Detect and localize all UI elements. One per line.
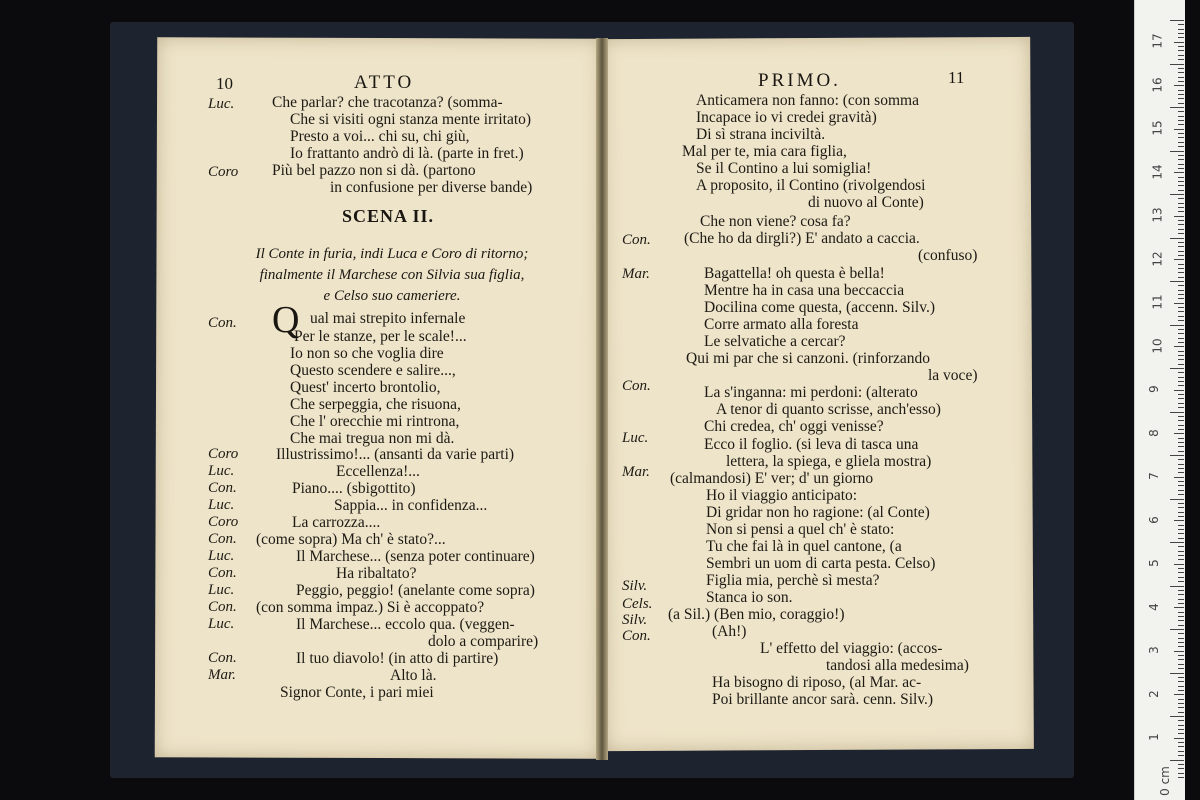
speaker-label: Silv. <box>622 612 648 628</box>
ruler-tick <box>1174 607 1184 608</box>
ruler-tick <box>1178 668 1184 669</box>
ruler-tick <box>1178 311 1184 312</box>
text-line: Bagattella! oh questa è bella! <box>704 265 885 282</box>
ruler-tick <box>1178 768 1184 769</box>
ruler-tick <box>1178 516 1184 517</box>
ruler-tick <box>1178 686 1184 687</box>
ruler-tick <box>1170 194 1184 195</box>
drop-cap-q: Q <box>272 299 300 341</box>
ruler-tick <box>1178 559 1184 560</box>
ruler-tick <box>1178 142 1184 143</box>
ruler-tick <box>1178 429 1184 430</box>
ruler-tick <box>1178 264 1184 265</box>
text-line: Più bel pazzo non si dà. (partono <box>272 162 476 179</box>
scene-description-line: e Celso suo cameriere. <box>323 288 461 304</box>
ruler-tick <box>1178 198 1184 199</box>
ruler-tick <box>1178 46 1184 47</box>
ruler-tick <box>1178 229 1184 230</box>
ruler-tick <box>1170 281 1184 282</box>
ruler-tick <box>1178 155 1184 156</box>
ruler-tick <box>1174 477 1184 478</box>
ruler-tick <box>1178 555 1184 556</box>
text-line: Ha bisogno di riposo, (al Mar. ac- <box>712 674 922 691</box>
ruler-tick <box>1178 333 1184 334</box>
text-line: la voce) <box>928 367 978 384</box>
ruler-tick <box>1178 603 1184 604</box>
ruler-tick <box>1170 20 1184 21</box>
speaker-label: Con. <box>208 315 237 331</box>
ruler-tick <box>1178 377 1184 378</box>
book-gutter <box>596 38 608 760</box>
ruler-tick <box>1178 81 1184 82</box>
text-line: Ecco il foglio. (si leva di tasca una <box>704 436 919 453</box>
ruler-tick <box>1178 659 1184 660</box>
text-line: Il tuo diavolo! (in atto di partire) <box>296 650 499 667</box>
ruler-tick <box>1178 272 1184 273</box>
ruler-tick <box>1170 586 1184 587</box>
text-line: (calmandosi) E' ver; d' un giorno <box>670 470 874 487</box>
ruler-tick <box>1174 390 1184 391</box>
ruler-tick <box>1178 533 1184 534</box>
ruler-tick <box>1178 159 1184 160</box>
speaker-label: Cels. <box>622 596 653 612</box>
text-line: Qui mi par che si canzoni. (rinforzando <box>686 350 931 367</box>
ruler-label: 5 <box>1146 559 1161 567</box>
text-line: Questo scendere e salire..., <box>290 362 456 379</box>
speaker-label: Luc. <box>208 497 235 513</box>
text-line: in confusione per diverse bande) <box>330 179 533 196</box>
speaker-label: Con. <box>208 480 237 496</box>
ruler-tick <box>1170 629 1184 630</box>
ruler-tick <box>1178 472 1184 473</box>
left-page-number: 10 <box>216 74 233 93</box>
text-line: (come sopra) Ma ch' è stato?... <box>256 531 446 548</box>
ruler-tick <box>1170 412 1184 413</box>
ruler-tick <box>1174 694 1184 695</box>
text-line: Che non viene? cosa fa? <box>700 213 851 230</box>
ruler-tick <box>1178 546 1184 547</box>
ruler-tick <box>1178 633 1184 634</box>
ruler-label: 4 <box>1146 602 1161 611</box>
ruler-tick <box>1170 64 1184 65</box>
ruler-tick <box>1178 307 1184 308</box>
ruler-tick <box>1178 407 1184 408</box>
ruler-tick <box>1178 364 1184 365</box>
ruler-tick <box>1178 381 1184 382</box>
ruler-tick <box>1178 120 1184 121</box>
ruler-label: 1 <box>1146 733 1161 741</box>
ruler-tick <box>1174 85 1184 86</box>
ruler-tick <box>1178 590 1184 591</box>
ruler-tick <box>1178 133 1184 134</box>
ruler-tick <box>1178 690 1184 691</box>
ruler-tick <box>1178 725 1184 726</box>
speaker-label: Coro <box>208 514 239 530</box>
ruler-tick <box>1178 94 1184 95</box>
speaker-label: Luc. <box>622 430 649 446</box>
speaker-label: Con. <box>208 599 237 615</box>
ruler-tick <box>1178 277 1184 278</box>
ruler-tick <box>1174 172 1184 173</box>
ruler-tick <box>1178 77 1184 78</box>
ruler-tick <box>1170 542 1184 543</box>
text-line: Sappia... in confidenza... <box>334 497 488 514</box>
text-line: Se il Contino a lui somiglia! <box>696 160 872 177</box>
text-line: A proposito, il Contino (rivolgendosi <box>696 177 926 194</box>
text-line: ual mai strepito infernale <box>310 310 466 327</box>
ruler-tick <box>1178 398 1184 399</box>
text-line: Eccellenza!... <box>336 463 420 480</box>
ruler-tick <box>1178 773 1184 774</box>
text-line: Piano.... (sbigottito) <box>292 480 416 497</box>
ruler-tick <box>1178 351 1184 352</box>
ruler-label: 0 cm <box>1157 765 1172 796</box>
ruler-tick <box>1174 216 1184 217</box>
text-line: La carrozza.... <box>292 514 381 531</box>
speaker-label: Mar. <box>208 667 236 683</box>
text-line: Ho il viaggio anticipato: <box>706 487 858 504</box>
ruler-tick <box>1178 90 1184 91</box>
speaker-label: Luc. <box>208 96 235 112</box>
ruler-label: 10 <box>1150 337 1165 354</box>
ruler-tick <box>1178 59 1184 60</box>
ruler-tick <box>1178 464 1184 465</box>
ruler-tick <box>1178 720 1184 721</box>
text-line: Ha ribaltato? <box>336 565 417 582</box>
ruler-tick <box>1170 368 1184 369</box>
speaker-label: Con. <box>622 232 651 248</box>
ruler-tick <box>1170 673 1184 674</box>
ruler-tick <box>1178 481 1184 482</box>
text-line: A tenor di quanto scrisse, anch'esso) <box>716 401 941 418</box>
text-line: Che si visiti ogni stanza mente irritato) <box>290 111 532 128</box>
speaker-label: Luc. <box>208 616 235 632</box>
text-line: Non si pensi a quel ch' è stato: <box>706 521 895 538</box>
ruler-tick <box>1178 190 1184 191</box>
ruler-label: 12 <box>1150 250 1165 267</box>
text-line: Io non so che voglia dire <box>290 345 444 362</box>
ruler-tick <box>1170 760 1184 761</box>
ruler-tick <box>1178 442 1184 443</box>
ruler-tick <box>1178 50 1184 51</box>
ruler-tick <box>1178 338 1184 339</box>
ruler-tick <box>1178 68 1184 69</box>
ruler-tick <box>1178 438 1184 439</box>
ruler-tick <box>1178 485 1184 486</box>
ruler-label: 3 <box>1146 646 1161 654</box>
text-line: Signor Conte, i pari miei <box>280 684 434 701</box>
ruler-tick <box>1178 425 1184 426</box>
ruler-tick <box>1170 107 1184 108</box>
ruler-tick <box>1178 712 1184 713</box>
ruler-tick <box>1174 433 1184 434</box>
speaker-label: Con. <box>208 531 237 547</box>
ruler-tick <box>1178 29 1184 30</box>
text-line: Di gridar non ho ragione: (al Conte) <box>706 504 930 521</box>
ruler-tick <box>1174 129 1184 130</box>
text-line: Peggio, peggio! (anelante come sopra) <box>296 582 535 599</box>
text-line: Tu che fai là in quel cantone, (a <box>706 538 902 555</box>
ruler-tick <box>1178 733 1184 734</box>
ruler-tick <box>1178 33 1184 34</box>
ruler-tick <box>1178 359 1184 360</box>
ruler-tick <box>1178 146 1184 147</box>
ruler-tick <box>1178 746 1184 747</box>
text-line: lettera, la spiega, e gliela mostra) <box>726 453 932 470</box>
text-line: Mal per te, mia cara figlia, <box>682 143 847 160</box>
ruler-tick <box>1178 111 1184 112</box>
ruler-tick <box>1178 529 1184 530</box>
ruler-tick <box>1178 233 1184 234</box>
speaker-label: Silv. <box>622 578 648 594</box>
speaker-label: Con. <box>208 650 237 666</box>
ruler-tick <box>1170 455 1184 456</box>
ruler-tick <box>1178 742 1184 743</box>
ruler-tick <box>1178 503 1184 504</box>
ruler-tick <box>1170 499 1184 500</box>
ruler-tick <box>1170 325 1184 326</box>
ruler-label: 6 <box>1146 515 1161 524</box>
ruler-tick <box>1178 577 1184 578</box>
ruler-tick <box>1178 224 1184 225</box>
ruler-tick <box>1178 620 1184 621</box>
ruler-tick <box>1178 616 1184 617</box>
text-line: Mentre ha in casa una beccaccia <box>704 282 905 299</box>
text-line: Corre armato alla foresta <box>704 316 859 333</box>
text-line: Che mai tregua non mi dà. <box>290 430 455 447</box>
scene-heading: SCENA II. <box>342 206 435 226</box>
ruler-tick <box>1178 538 1184 539</box>
text-line: Le selvatiche a cercar? <box>704 333 846 350</box>
ruler-tick <box>1178 116 1184 117</box>
speaker-label: Con. <box>208 565 237 581</box>
ruler-tick <box>1178 103 1184 104</box>
text-line: (confuso) <box>918 247 978 264</box>
text-line: Incapace io vi credei gravità) <box>696 109 877 126</box>
text-line: Quest' incerto brontolio, <box>290 379 441 396</box>
speaker-label: Coro <box>208 164 239 180</box>
ruler-tick <box>1170 238 1184 239</box>
ruler-tick <box>1174 520 1184 521</box>
text-line: Che l' orecchie mi rintrona, <box>290 413 460 430</box>
ruler-label: 8 <box>1146 428 1161 437</box>
speaker-label: Mar. <box>622 464 650 480</box>
ruler-tick <box>1170 151 1184 152</box>
ruler-tick <box>1178 181 1184 182</box>
ruler-label: 9 <box>1146 385 1161 393</box>
text-line: Presto a voi... chi su, chi giù, <box>290 128 470 145</box>
text-line: Sembri un uom di carta pesta. Celso) <box>706 555 936 572</box>
ruler-tick <box>1178 168 1184 169</box>
ruler-tick <box>1178 420 1184 421</box>
ruler-label: 7 <box>1146 472 1161 480</box>
ruler-tick <box>1174 42 1184 43</box>
ruler-tick <box>1178 242 1184 243</box>
text-line: di nuovo al Conte) <box>808 194 924 211</box>
ruler-tick <box>1178 185 1184 186</box>
ruler-tick <box>1178 290 1184 291</box>
text-line: Chi credea, ch' oggi venisse? <box>704 418 884 435</box>
text-line: (a Sil.) (Ben mio, coraggio!) <box>668 606 845 623</box>
text-line: Io frattanto andrò di là. (parte in fret.) <box>290 145 524 162</box>
ruler-tick <box>1178 394 1184 395</box>
text-line: Per le stanze, per le scale!... <box>294 328 467 345</box>
ruler-tick <box>1178 625 1184 626</box>
ruler-tick <box>1178 507 1184 508</box>
ruler-label: 14 <box>1150 163 1165 180</box>
ruler-tick <box>1174 259 1184 260</box>
ruler-tick <box>1178 55 1184 56</box>
speaker-label: Luc. <box>208 582 235 598</box>
ruler-tick <box>1178 416 1184 417</box>
ruler-tick <box>1178 124 1184 125</box>
ruler-tick <box>1178 468 1184 469</box>
ruler-tick <box>1178 24 1184 25</box>
ruler-tick <box>1178 703 1184 704</box>
ruler-tick <box>1178 664 1184 665</box>
ruler-tick <box>1178 599 1184 600</box>
text-line: Che serpeggia, che risuona, <box>290 396 461 413</box>
text-line: Figlia mia, perchè sì mesta? <box>706 572 880 589</box>
scene-description-line: Il Conte in furia, indi Luca e Coro di ritorno; <box>255 246 529 262</box>
ruler-tick <box>1178 203 1184 204</box>
ruler-tick <box>1178 699 1184 700</box>
ruler-tick <box>1178 707 1184 708</box>
ruler-label: 11 <box>1150 294 1165 310</box>
ruler-label: 16 <box>1150 76 1165 93</box>
ruler-tick <box>1178 329 1184 330</box>
speaker-label: Con. <box>622 378 651 394</box>
ruler-tick <box>1174 738 1184 739</box>
ruler-tick <box>1178 655 1184 656</box>
left-header-title: ATTO <box>354 72 415 93</box>
ruler-tick <box>1178 446 1184 447</box>
ruler-tick <box>1178 98 1184 99</box>
speaker-label: Mar. <box>622 266 650 282</box>
ruler-tick <box>1178 37 1184 38</box>
ruler-tick <box>1178 268 1184 269</box>
ruler-tick <box>1178 294 1184 295</box>
ruler-tick <box>1178 494 1184 495</box>
ruler-tick <box>1178 342 1184 343</box>
text-line: (Che ho da dirgli?) E' andato a caccia. <box>684 230 920 247</box>
text-line: (con somma impaz.) Si è accoppato? <box>256 599 485 616</box>
ruler-tick <box>1178 320 1184 321</box>
ruler-tick <box>1178 164 1184 165</box>
text-line: Di sì strana inciviltà. <box>696 126 826 143</box>
text-line: Anticamera non fanno: (con somma <box>696 92 919 109</box>
ruler-tick <box>1178 211 1184 212</box>
ruler-tick <box>1178 525 1184 526</box>
ruler-tick <box>1178 403 1184 404</box>
ruler-tick <box>1178 451 1184 452</box>
scene-description-line: finalmente il Marchese con Silvia sua figlia, <box>259 267 525 283</box>
ruler-tick <box>1174 303 1184 304</box>
text-line: dolo a comparire) <box>428 633 539 650</box>
ruler-tick <box>1178 72 1184 73</box>
text-line: Il Marchese... eccolo qua. (veggen- <box>296 616 515 633</box>
ruler-tick <box>1178 677 1184 678</box>
ruler-tick <box>1178 137 1184 138</box>
text-line: (Ah!) <box>712 623 747 640</box>
text-line: Illustrissimo!... (ansanti da varie parti) <box>276 446 515 463</box>
text-line: Il Marchese... (senza poter continuare) <box>296 548 535 565</box>
ruler-tick <box>1178 681 1184 682</box>
ruler-tick <box>1178 729 1184 730</box>
ruler-tick <box>1178 777 1184 778</box>
ruler-tick <box>1178 251 1184 252</box>
speaker-label: Luc. <box>208 463 235 479</box>
ruler-tick <box>1178 512 1184 513</box>
ruler-tick <box>1178 638 1184 639</box>
ruler-tick <box>1178 755 1184 756</box>
text-line: L' effetto del viaggio: (accos- <box>760 640 943 657</box>
text-line: Alto là. <box>390 667 437 684</box>
ruler-tick <box>1178 385 1184 386</box>
text-line: tandosi alla medesima) <box>826 657 969 674</box>
ruler-tick <box>1178 316 1184 317</box>
text-line: La s'inganna: mi perdoni: (alterato <box>704 384 918 401</box>
ruler-tick <box>1178 220 1184 221</box>
ruler-tick <box>1178 246 1184 247</box>
ruler-tick <box>1178 459 1184 460</box>
speaker-label: Luc. <box>208 548 235 564</box>
ruler-tick <box>1178 177 1184 178</box>
ruler-tick <box>1178 572 1184 573</box>
ruler-label: 17 <box>1150 33 1165 49</box>
ruler-tick <box>1174 651 1184 652</box>
ruler-tick <box>1178 285 1184 286</box>
ruler-tick <box>1178 612 1184 613</box>
ruler-tick <box>1178 551 1184 552</box>
ruler-label: 2 <box>1146 689 1161 698</box>
ruler-tick <box>1178 646 1184 647</box>
ruler-tick <box>1178 568 1184 569</box>
ruler-tick <box>1178 372 1184 373</box>
ruler-tick <box>1174 346 1184 347</box>
ruler-tick <box>1178 298 1184 299</box>
speaker-label: Con. <box>622 628 651 644</box>
ruler-label: 13 <box>1150 207 1165 223</box>
ruler-tick <box>1174 564 1184 565</box>
ruler-label: 15 <box>1150 120 1165 136</box>
scene-description <box>202 244 582 307</box>
ruler-tick <box>1178 594 1184 595</box>
ruler-tick <box>1178 764 1184 765</box>
ruler-tick <box>1178 581 1184 582</box>
ruler-tick <box>1178 490 1184 491</box>
text-line: Docilina come questa, (accenn. Silv.) <box>704 299 935 316</box>
text-line: Stanca io son. <box>706 589 793 606</box>
speaker-label: Coro <box>208 446 239 462</box>
ruler-tick <box>1170 716 1184 717</box>
ruler-tick <box>1178 255 1184 256</box>
ruler-tick <box>1178 355 1184 356</box>
right-page-number: 11 <box>948 68 965 87</box>
ruler-tick <box>1178 207 1184 208</box>
text-line: Poi brillante ancor sarà. cenn. Silv.) <box>712 691 934 708</box>
right-header-title: PRIMO. <box>758 70 841 91</box>
ruler-tick <box>1178 751 1184 752</box>
text-line: Che parlar? che tracotanza? (somma- <box>272 94 503 111</box>
ruler-tick <box>1178 642 1184 643</box>
